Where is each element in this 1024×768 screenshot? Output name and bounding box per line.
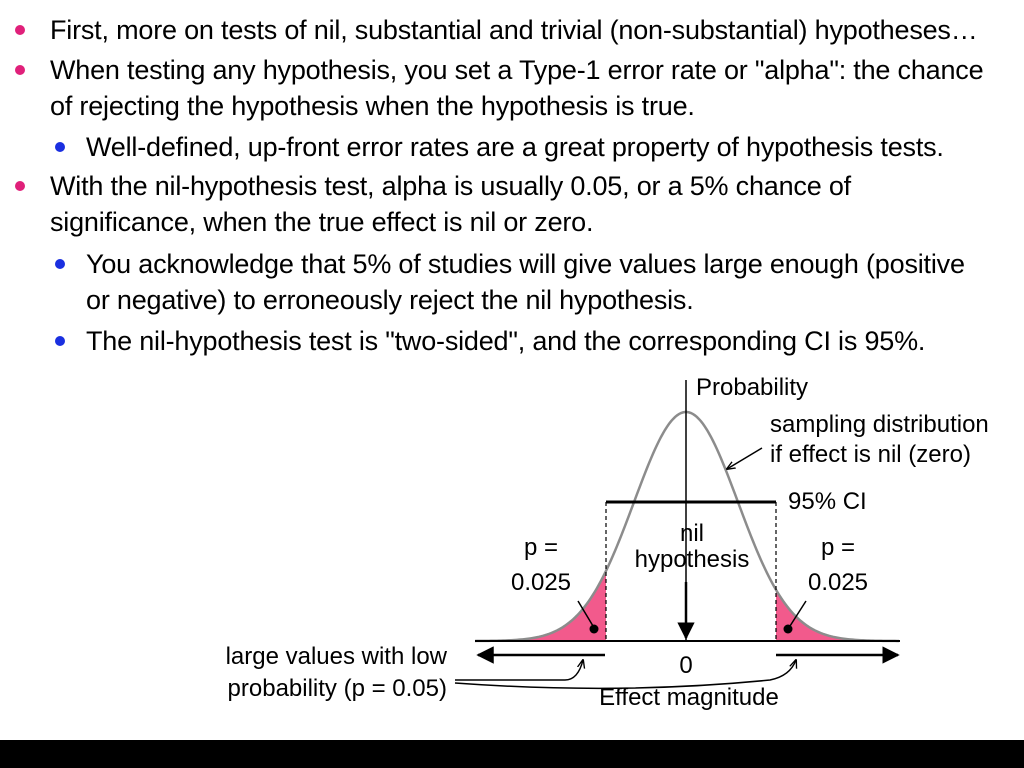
left-p-label-line2: 0.025 [510, 569, 572, 596]
curve-label-line2: if effect is nil (zero) [770, 441, 971, 468]
left-p-label-line1: p = [523, 534, 559, 561]
right-tail-dot [784, 625, 793, 634]
y-axis-label: Probability [696, 374, 809, 401]
bullet-text: With the nil-hypothesis test, alpha is usually 0.05, or a 5% chance of [50, 171, 851, 201]
zero-label: 0 [679, 652, 693, 679]
nil-label-line2: hypothesis [634, 546, 750, 573]
large-values-label-line2: probability (p = 0.05) [227, 675, 447, 702]
left-tail-dot [590, 625, 599, 634]
bullet-text: or negative) to erroneously reject the nil hypothesis. [86, 285, 694, 315]
curve-label-pointer [727, 448, 762, 469]
bullet-text: of rejecting the hypothesis when the hypothesis is true. [50, 91, 695, 121]
bullet-text: The nil-hypothesis test is "two-sided", and the corresponding CI is 95%. [86, 326, 926, 356]
nil-label-line1: nil [679, 520, 705, 547]
curve-label-line1: sampling distribution [770, 411, 989, 438]
large-values-connector-left [455, 660, 583, 680]
right-p-label-line1: p = [820, 534, 856, 561]
bullet-text: When testing any hypothesis, you set a Type-1 error rate or "alpha": the chance [50, 55, 984, 85]
bullet-text: First, more on tests of nil, substantial and trivial (non-substantial) hypotheses… [50, 15, 978, 45]
bullet-text: significance, when the true effect is nil or zero. [50, 207, 594, 237]
right-p-label-line2: 0.025 [807, 569, 869, 596]
ci-label: 95% CI [788, 488, 867, 515]
bullet-text: Well-defined, up-front error rates are a great property of hypothesis tests. [86, 132, 944, 162]
x-axis-label: Effect magnitude [599, 684, 779, 711]
bullet-text: You acknowledge that 5% of studies will give values large enough (positive [86, 249, 965, 279]
large-values-label-line1: large values with low [225, 643, 447, 670]
